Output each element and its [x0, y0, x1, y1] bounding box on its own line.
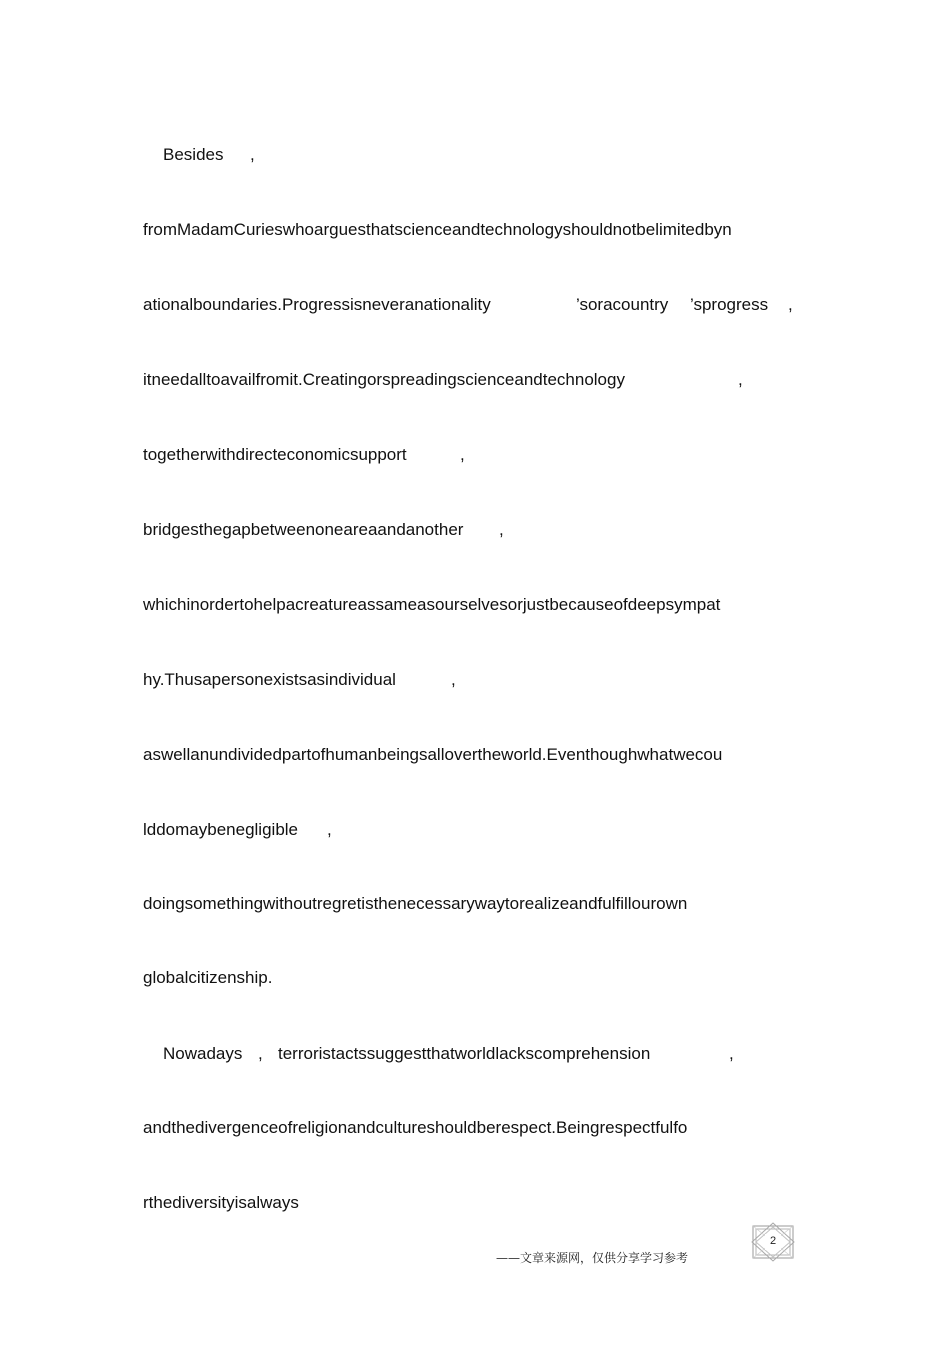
line-segment: , — [788, 295, 793, 314]
line-segment: hy.Thusapersonexistsasindividual — [143, 670, 396, 689]
line-segment: ’soracountry — [576, 295, 669, 314]
line-segment: , — [451, 670, 456, 689]
line-segment: doingsomethingwithoutregretisthenecessarywaytorealizeandfulfillourown — [143, 894, 688, 913]
line-segment: , — [250, 145, 255, 164]
line-segment: aswellanundividedpartofhumanbeingsallovertheworld.Eventhoughwhatwecou — [143, 745, 723, 764]
line-segment: Besides — [163, 145, 224, 164]
page-number: 2 — [769, 1235, 777, 1247]
line-segment: rthediversityisalways — [143, 1193, 299, 1212]
line-segment: , — [460, 445, 465, 464]
line-segment: , — [327, 820, 332, 839]
line-segment: whichinordertohelpacreatureassameasourselvesorjustbecauseofdeepsympat — [143, 595, 721, 614]
line-segment: lddomaybenegligible — [143, 820, 299, 839]
line-segment: , — [738, 370, 743, 389]
line-segment: , — [729, 1044, 734, 1063]
line-segment: ationalboundaries.Progressisneveranationality — [143, 295, 491, 314]
line-segment: itneedalltoavailfromit.Creatingorspreadingscienceandtechnology — [143, 370, 625, 389]
line-segment: globalcitizenship. — [143, 968, 273, 987]
line-segment: , — [499, 520, 504, 539]
line-segment: bridgesthegapbetweenoneareaandanother — [143, 520, 464, 539]
line-segment: ’sprogress — [690, 295, 769, 314]
page-number-badge — [750, 1222, 796, 1262]
line-segment: Nowadays — [163, 1044, 243, 1063]
line-segment: andthedivergenceofreligionandcultureshouldberespect.Beingrespectfulfo — [143, 1118, 688, 1137]
line-segment: fromMadamCurieswhoarguesthatscienceandtechnologyshouldnotbelimitedbyn — [143, 220, 732, 239]
line-segment: , — [258, 1044, 263, 1063]
line-segment: togetherwithdirecteconomicsupport — [143, 445, 407, 464]
footer-note: ——文章来源网，仅供分享学习参考 — [496, 1251, 689, 1265]
line-segment: terroristactssuggestthatworldlackscomprehension — [278, 1044, 651, 1063]
